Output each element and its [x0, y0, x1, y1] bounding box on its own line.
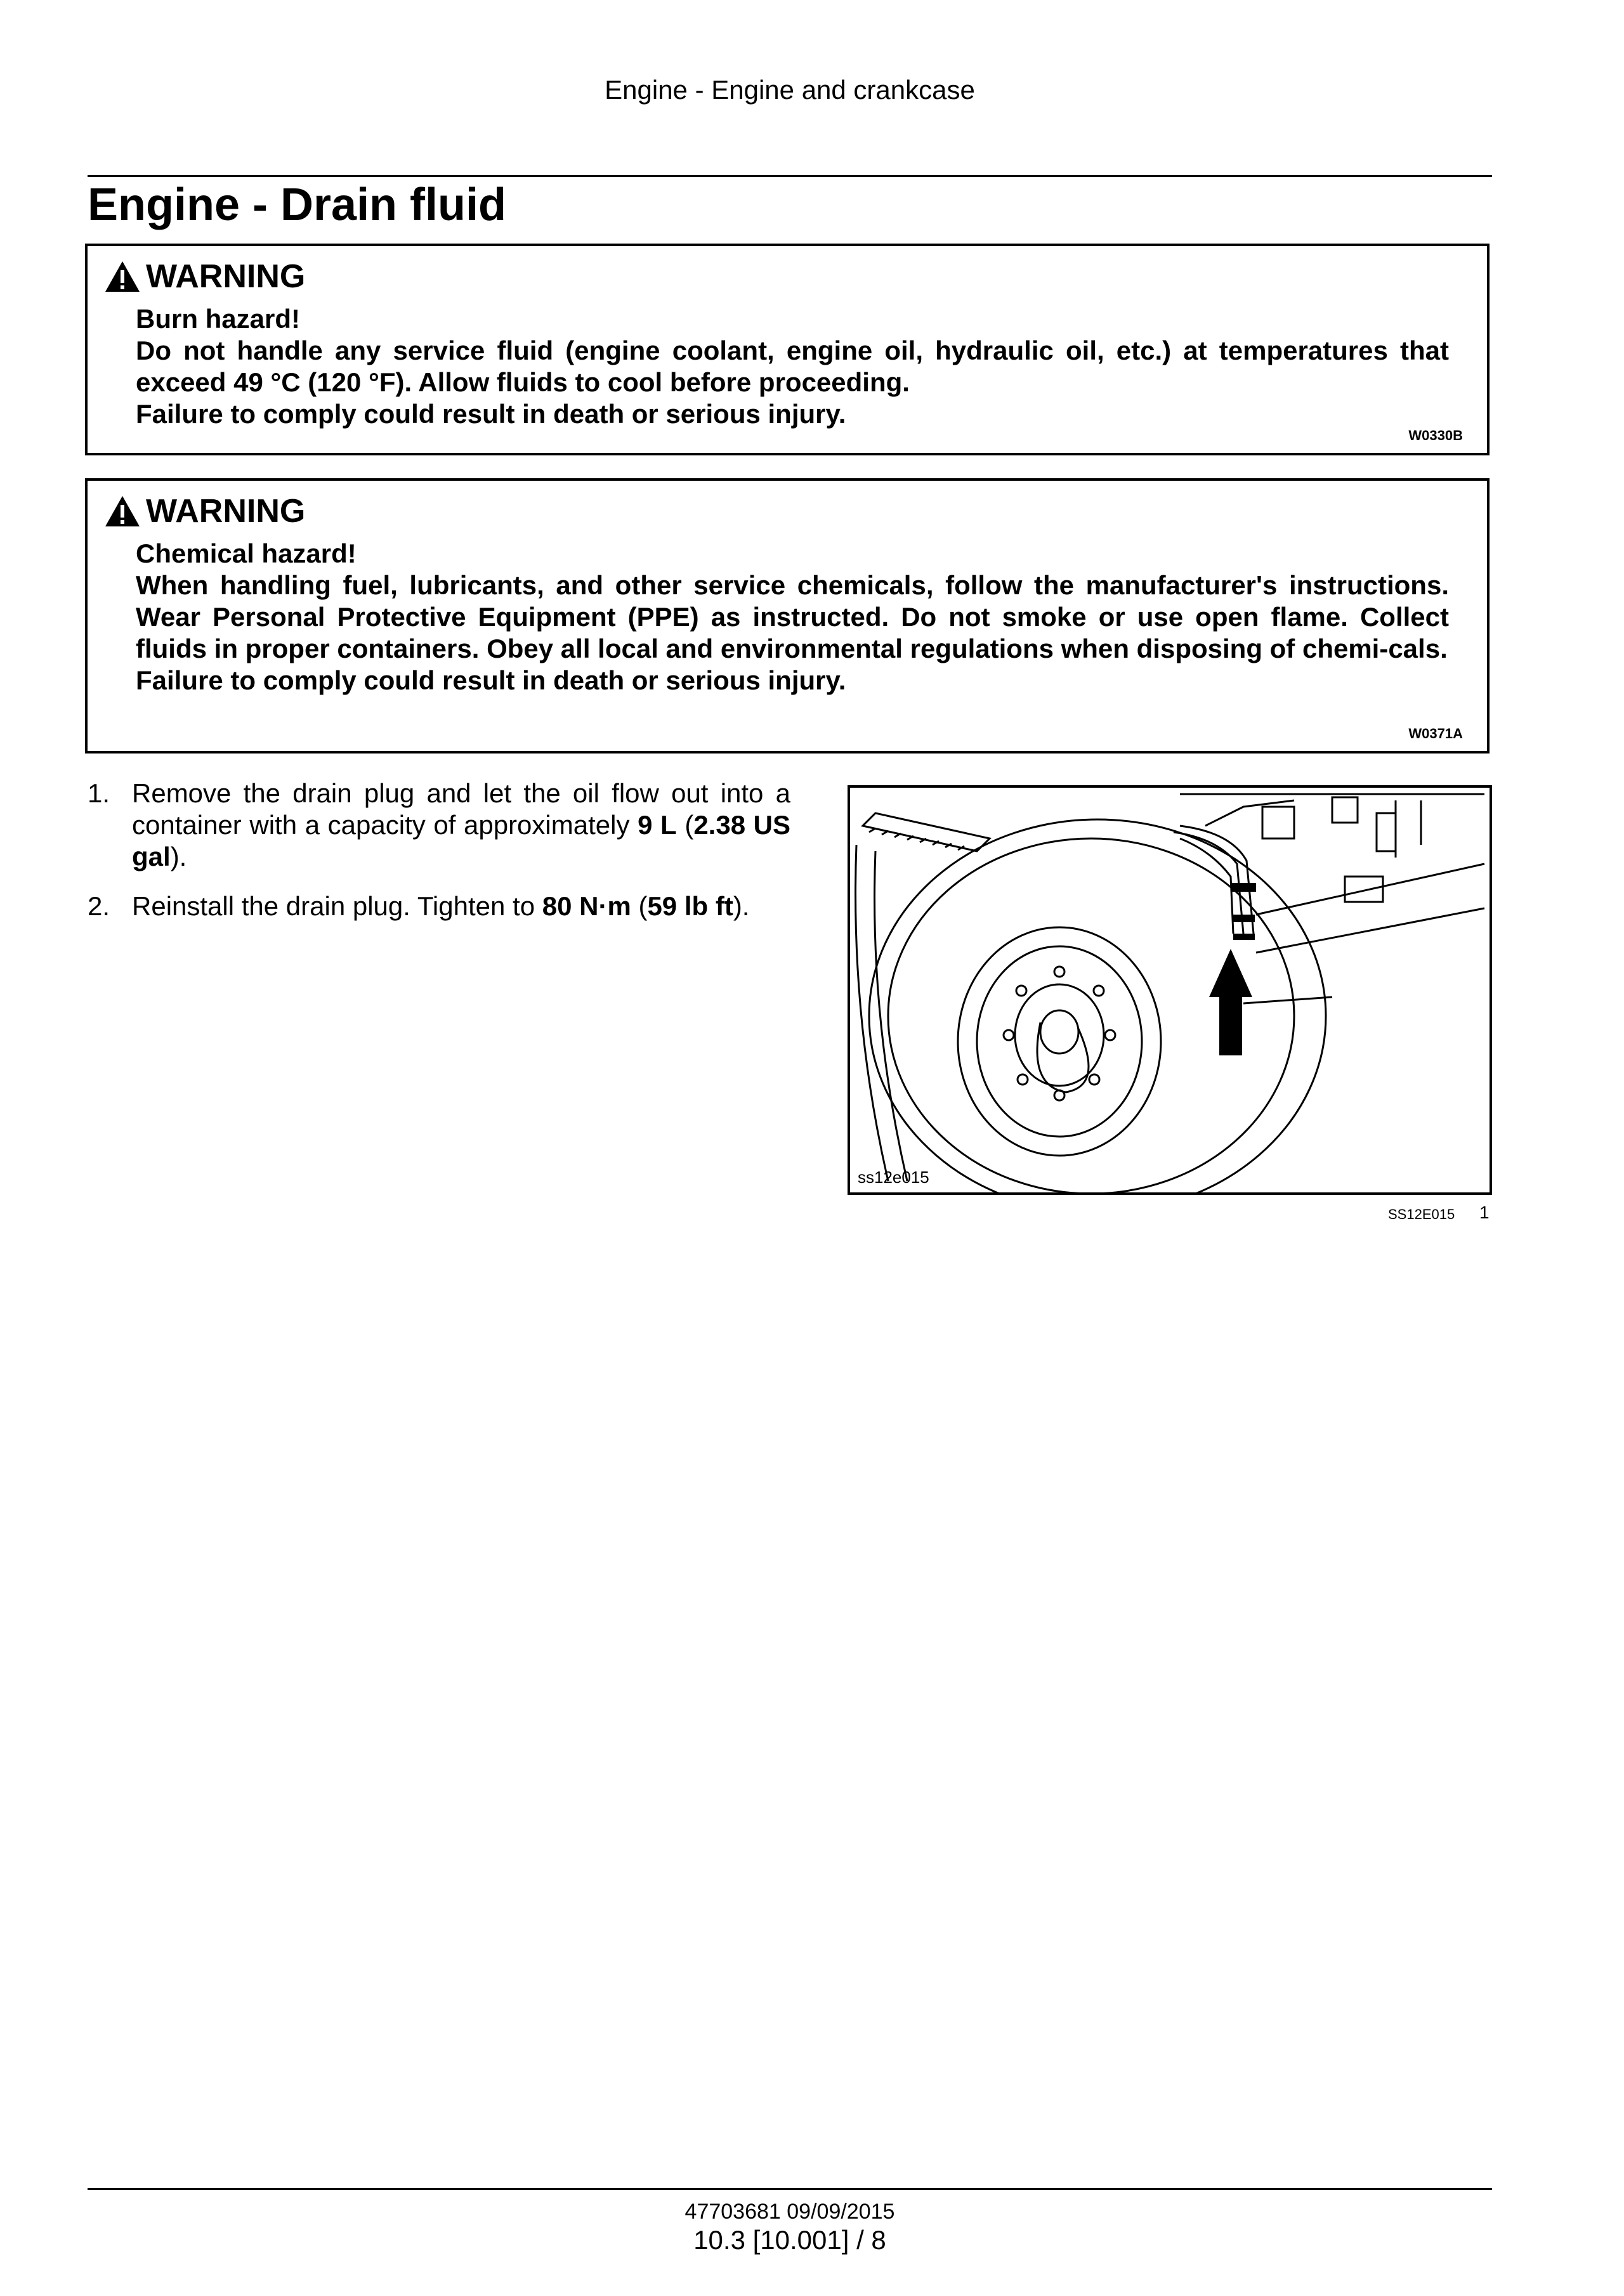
warning-line: Chemical hazard! [136, 538, 357, 568]
warning-code: W0330B [1408, 427, 1463, 443]
footer-rule [88, 2188, 1492, 2190]
warning-heading [104, 492, 305, 530]
warning-box-burn [85, 244, 1490, 455]
page-reference: 10.3 [10.001] / 8 [693, 2225, 886, 2255]
step-text-part: ). [170, 842, 187, 871]
warning-triangle-icon [104, 495, 141, 528]
warning-line: When handling fuel, lubricants, and other service chemicals, follow the manufacturer's instructions. Wear Personal Protective Equipment (PPE) as instructed. Do not smoke or use open flame. Collect fluids in proper containers. Obey all local and environmental regulations when disposing of chemi-cals. [136, 570, 1449, 663]
step-text-part: ( [631, 891, 648, 921]
step-number: 2. [88, 891, 110, 921]
step-value: 80 N·m [542, 891, 631, 921]
step-value: 2.38 US gal [132, 810, 791, 871]
step-item [88, 890, 790, 922]
figure-image-id: ss12e015 [858, 1168, 929, 1187]
running-header: Engine - Engine and crankcase [605, 75, 975, 105]
warning-text [136, 538, 1449, 696]
warning-line: Do not handle any service fluid (engine coolant, engine oil, hydraulic oil, etc.) at temperatures that exceed 49 °C (120 °F). Allow fluids to cool before proceeding. [136, 336, 1449, 397]
step-value: 9 L [638, 810, 677, 840]
doc-number-date: 47703681 09/09/2015 [684, 2200, 895, 2224]
warning-line: Failure to comply could result in death or serious injury. [136, 665, 846, 695]
step-text [132, 890, 790, 922]
warning-code: W0371A [1408, 726, 1463, 741]
warning-triangle-icon [104, 260, 141, 293]
figure-drain-plug [848, 785, 1492, 1195]
step-text-part: ). [733, 891, 750, 921]
warning-label: WARNING [146, 258, 306, 295]
warning-heading [104, 258, 305, 296]
warning-box-chemical [85, 478, 1490, 753]
step-text-part: Remove the drain plug and let the oil flow out into a container with a capacity of approximately [132, 778, 790, 840]
warning-text [136, 303, 1449, 430]
step-text [132, 778, 790, 873]
warning-line: Burn hazard! [136, 304, 301, 334]
page-title: Engine - Drain fluid [88, 179, 506, 230]
warning-label: WARNING [146, 493, 306, 530]
step-number: 1. [88, 778, 110, 808]
arrow-icon [1209, 949, 1252, 1055]
wheel-drain-illustration [850, 788, 1490, 1192]
step-item [88, 778, 790, 873]
procedure-steps [88, 778, 790, 940]
figure-code: SS12E015 [1388, 1206, 1455, 1222]
figure-number: 1 [1479, 1203, 1490, 1222]
step-value: 59 lb ft [647, 891, 733, 921]
step-text-part: ( [676, 810, 694, 840]
header-rule [88, 175, 1492, 177]
step-text-part: Reinstall the drain plug. Tighten to [132, 891, 542, 921]
warning-line: Failure to comply could result in death or serious injury. [136, 399, 846, 429]
